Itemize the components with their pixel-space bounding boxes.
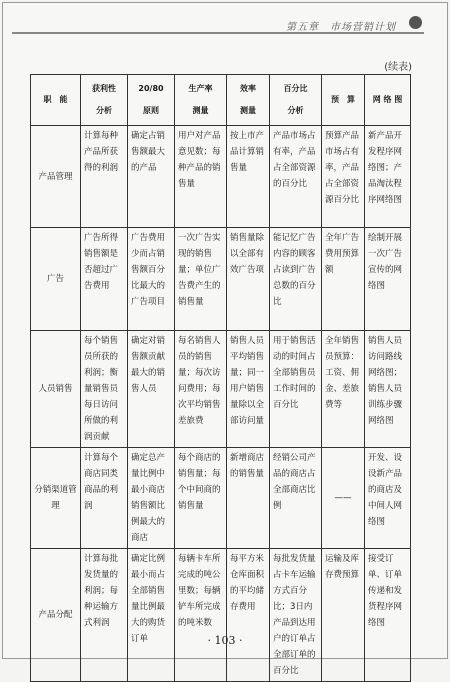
header-cell: 20/80 原则 xyxy=(128,75,175,126)
header-cell: 网 络 图 xyxy=(365,75,411,126)
function-cell: 广告 xyxy=(31,228,81,331)
function-cell: 人员销售 xyxy=(31,331,81,448)
table-cell: 确定总产量比例中最小商店销售额比例最大的商店 xyxy=(128,448,175,549)
table-cell: 计算每种产品所获得的利润 xyxy=(81,126,128,228)
page-number: · 103 · xyxy=(207,634,243,647)
table-row xyxy=(31,331,411,448)
table-cell: 计算每批发货量的利润；每种运输方式利润 xyxy=(81,549,128,682)
table-cell: 每个商店的销售量；每个中间商的销售量 xyxy=(175,448,227,549)
empty-dash-cell: —— xyxy=(322,448,365,549)
table-cell: 每名销售人员的销售量；每次访问费用；每次平均销售差旅费 xyxy=(175,331,227,448)
table-cell: 开发、设设新产品的商店及中间人网络图 xyxy=(365,448,411,549)
table-cell: 每平方米仓库面积的平均储存费用 xyxy=(227,549,270,682)
header-cell: 获利性 分析 xyxy=(81,75,128,126)
table-cell: 新产品开发程序网络图；产品淘汰程序网络图 xyxy=(365,126,411,228)
table-cell: 广告所得销售额是否超过广告费用 xyxy=(81,228,128,331)
table-row xyxy=(31,126,411,228)
table-cell: 销售人员访问路线网络图；销售人员训练步骤网络图 xyxy=(365,331,411,448)
header-cell: 生产率 测量 xyxy=(175,75,227,126)
table-cell: 能记忆广告内容的顾客占读到广告总数的百分比 xyxy=(270,228,322,331)
table-cell: 全年广告费用预算额 xyxy=(322,228,365,331)
table-cell: 运输及库存费预算 xyxy=(322,549,365,682)
marketing-control-table xyxy=(30,74,411,682)
table-cell: 接受订单、订单传递和发货程序网络图 xyxy=(365,549,411,682)
table-cell: 每辆卡车所完成的吨公里数；每辆铲车所完成的吨米数 xyxy=(175,549,227,682)
table-header-row xyxy=(31,75,411,126)
table-cell: 绘制开展一次广告宣传的网络图 xyxy=(365,228,411,331)
function-cell: 产品管理 xyxy=(31,126,81,228)
header-cell: 预 算 xyxy=(322,75,365,126)
table-cell: 预算产品市场占有率，产品占全部资源百分比 xyxy=(322,126,365,228)
table-cell: 确定对销售额贡献最大的销售人员 xyxy=(128,331,175,448)
running-header xyxy=(12,18,424,34)
header-cell: 百分比 分析 xyxy=(270,75,322,126)
chapter-title: 第五章 市场营销计划 xyxy=(286,22,396,33)
table-cell: 每批发货量占卡车运输方式百分比；3日内产品到达用户的订单占全部订单的百分比 xyxy=(270,549,322,682)
continued-label: (续表) xyxy=(384,62,412,73)
function-cell: 分销渠道管理 xyxy=(31,448,81,549)
table-cell: 全年销售员预算：工资、佣金、差旅费等 xyxy=(322,331,365,448)
table-cell: 确定占销售额最大的产品 xyxy=(128,126,175,228)
function-cell: 产品分配 xyxy=(31,549,81,682)
table-cell: 产品市场占有率，产品占全部资源的百分比 xyxy=(270,126,322,228)
table-cell: 销售量除以全部有效广告项 xyxy=(227,228,270,331)
table-cell: 销售人员平均销售量；同一用户销售量除以全部访问量 xyxy=(227,331,270,448)
table-cell: 计算每个商店同类商品的利润 xyxy=(81,448,128,549)
table-row xyxy=(31,228,411,331)
table-cell: 一次广告实现的销售量；单位广告费产生的销售量 xyxy=(175,228,227,331)
table-cell: 用于销售活动的时间占全部销售员工作时间的百分比 xyxy=(270,331,322,448)
table-cell: 广告费用少而占销售额百分比最大的广告项目 xyxy=(128,228,175,331)
table-row xyxy=(31,549,411,682)
header-dot-icon xyxy=(409,16,422,29)
table-cell: 经销公司产品的商店占全部商店比例 xyxy=(270,448,322,549)
table-cell: 确定比例最小而占全部销售量比例最大的购货订单 xyxy=(128,549,175,682)
table-row xyxy=(31,448,411,549)
table-cell: 按上市产品计算销售量 xyxy=(227,126,270,228)
table-cell: 用户对产品意见数；每种产品的销售量 xyxy=(175,126,227,228)
table-cell: 每个销售员所获的利润；衡量销售员每日访问所做的利润贡献 xyxy=(81,331,128,448)
header-cell: 效率 测量 xyxy=(227,75,270,126)
header-cell: 职 能 xyxy=(31,75,81,126)
table-cell: 新增商店的销售量 xyxy=(227,448,270,549)
